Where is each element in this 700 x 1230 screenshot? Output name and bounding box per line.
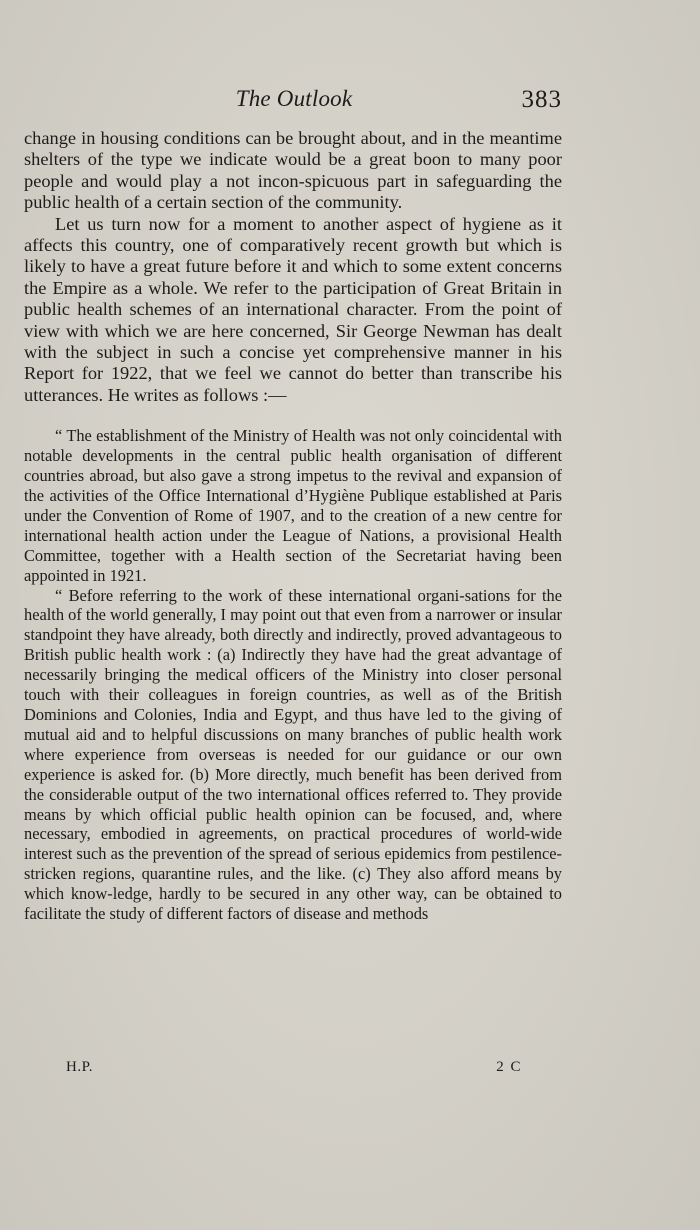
page-header: [24, 86, 564, 120]
running-title: The Outlook: [235, 86, 353, 111]
page-footer: [24, 1059, 562, 1083]
page-number: 383: [521, 86, 562, 113]
body-text: [24, 128, 562, 924]
paragraph-housing: change in housing conditions can be brought about, and in the meantime shelters of the type we indicate would be a great boon to many poor people and would play a not incon-spicuous part in safeguarding the public health of a certain section of the community.: [24, 128, 562, 213]
signature-mark-right: 2 C: [496, 1059, 522, 1075]
signature-mark-left: H.P.: [66, 1059, 94, 1075]
paragraph-international-hygiene: Let us turn now for a moment to another aspect of hygiene as it affects this country, one of comparatively recent growth but which is likely to have a great future before it and which to some extent concerns the Empire as a whole. We refer to the participation of Great Britain in public health schemes of an international character. From the point of view with which we are here concerned, Sir George Newman has dealt with the subject in such a concise yet comprehensive manner in his Report for 1922, that we feel we cannot do better than transcribe his utterances. He writes as follows :—: [24, 213, 562, 405]
quote-paragraph-ministry: “ The establishment of the Ministry of Health was not only coincidental with notable developments in the central public health organisation of different countries abroad, but also gave a strong impetus to the revival and expansion of the activities of the Office International d’Hygiène Publique established at Paris under the Convention of Rome of 1907, and to the creation of a new centre for international health action under the League of Nations, a provisional Health Committee, together with a Health section of the Secretariat having been appointed in 1921.: [24, 426, 562, 585]
quote-paragraph-organisations: “ Before referring to the work of these international organi-sations for the health of the world generally, I may point out that even from a narrower or insular standpoint they have already, both directly and indirectly, proved advantageous to British public health work : (a) Indirectly they have had the great advantage of necessarily bringing the medical officers of the Ministry into closer personal touch with their colleagues in foreign countries, as well as of the British Dominions and Colonies, India and Egypt, and thus have led to the giving of mutual aid and to helpful discussions on many branches of public health work where experience from overseas is needed for our guidance or our own experience is asked for. (b) More directly, much benefit has been derived from the considerable output of the two international offices referred to. They provide means by which official public health opinion can be focused, and, where necessary, embodied in agreements, on practical procedures of world-wide interest such as the prevention of the spread of serious epidemics from pestilence-stricken regions, quarantine rules, and the like. (c) They also afford means by which know-ledge, hardly to be secured in any other way, can be obtained to facilitate the study of different factors of disease and methods: [24, 585, 562, 924]
newman-quotation: [24, 426, 562, 924]
main-text: [24, 128, 562, 406]
